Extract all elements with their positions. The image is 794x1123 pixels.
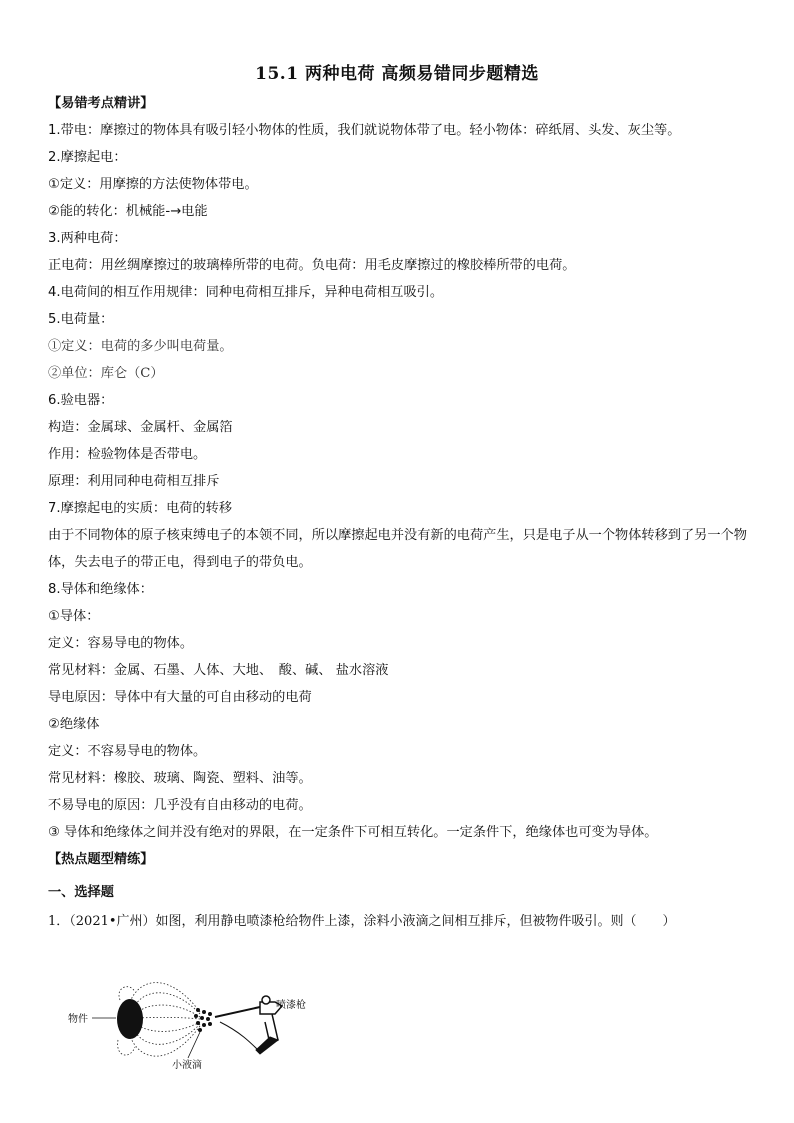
text-line: 不易导电的原因：几乎没有自由移动的电荷。 — [48, 798, 312, 813]
label-droplets: 小液滴 — [172, 1060, 202, 1071]
text-line: 6.验电器： — [48, 393, 114, 408]
text-line: 定义：容易导电的物体。 — [48, 636, 194, 651]
label-object: 物件 — [68, 1014, 88, 1025]
text-line: 作用：检验物体是否带电。 — [48, 447, 207, 462]
text-line: ①定义：电荷的多少叫电荷量。 — [48, 339, 233, 354]
section-heading-choice: 一、选择题 — [48, 885, 114, 900]
text-line: 常见材料：金属、石墨、人体、大地、 酸、碱、 盐水溶液 — [48, 663, 389, 678]
text-line: ②单位：库仑（C） — [48, 366, 164, 381]
text-paragraph: 由于不同物体的原子核束缚电子的本领不同，所以摩擦起电并没有新的电荷产生，只是电子从一个物体转移到了另一个物体，失去电子的带正电，得到电子的带负电。 — [48, 528, 747, 570]
object-ball — [117, 999, 143, 1039]
text-line: 正电荷：用丝绸摩擦过的玻璃棒所带的电荷。负电荷：用毛皮摩擦过的橡胶棒所带的电荷。 — [48, 258, 576, 273]
text-line: ②绝缘体 — [48, 717, 100, 732]
section-heading-errors: 【易错考点精讲】 — [48, 96, 154, 111]
text-line: 4.电荷间的相互作用规律：同种电荷相互排斥，异种电荷相互吸引。 — [48, 285, 444, 300]
droplets — [194, 1008, 212, 1032]
section-heading-practice: 【热点题型精练】 — [48, 852, 154, 867]
spray-gun — [215, 996, 282, 1054]
page-title: 15.1 两种电荷 高频易错同步题精选 — [255, 64, 539, 84]
text-line: ①定义：用摩擦的方法使物体带电。 — [48, 177, 258, 192]
text-line: 导电原因：导体中有大量的可自由移动的电荷 — [48, 690, 312, 705]
text-line: ①导体： — [48, 609, 100, 624]
text-line: 7.摩擦起电的实质：电荷的转移 — [48, 501, 233, 516]
text-line: 定义：不容易导电的物体。 — [48, 744, 207, 759]
question-1: 1．（2021•广州）如图，利用静电喷漆枪给物件上漆，涂料小液滴之间相互排斥，但被物件吸引。则（ ） — [48, 914, 676, 929]
text-line: ③ 导体和绝缘体之间并没有绝对的界限，在一定条件下可相互转化。一定条件下，绝缘体也可变为导体。 — [48, 825, 658, 840]
text-line: 1.带电：摩擦过的物体具有吸引轻小物体的性质，我们就说物体带了电。轻小物体：碎纸屑、头发、灰尘等。 — [48, 123, 681, 138]
spray-gun-diagram — [60, 962, 320, 1082]
text-line: 构造：金属球、金属杆、金属箔 — [48, 420, 233, 435]
text-line: 常见材料：橡胶、玻璃、陶瓷、塑料、油等。 — [48, 771, 312, 786]
text-line: 3.两种电荷： — [48, 231, 127, 246]
text-line: 2.摩擦起电： — [48, 150, 127, 165]
text-line: 8.导体和绝缘体： — [48, 582, 153, 597]
text-line: 5.电荷量： — [48, 312, 114, 327]
text-line: ②能的转化：机械能-→电能 — [48, 204, 208, 219]
label-gun: 喷漆枪 — [276, 1000, 306, 1011]
document-body — [48, 90, 760, 935]
text-line: 原理：利用同种电荷相互排斥 — [48, 474, 220, 489]
